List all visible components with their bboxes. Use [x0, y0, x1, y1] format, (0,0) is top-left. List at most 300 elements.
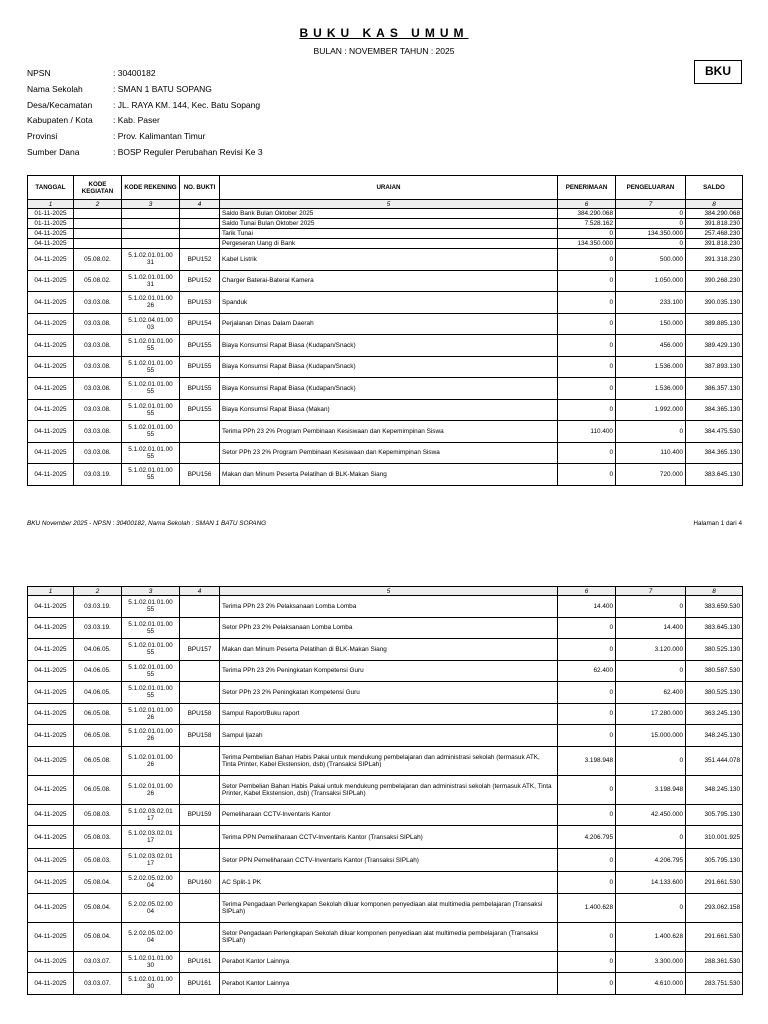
- column-number: 6: [558, 200, 616, 209]
- tanggal-cell: 04-11-2025: [28, 421, 74, 443]
- no-bukti-cell: BPU153: [180, 292, 220, 314]
- kode-rekening-cell: 5.1.02.01.01.00 55: [122, 617, 180, 639]
- info-key: Kabupaten / Kota: [27, 115, 93, 126]
- uraian-cell: Charger Baterai-Baterai Kamera: [220, 270, 558, 292]
- penerimaan-cell: 3.198.948: [558, 746, 616, 775]
- info-value: : JL. RAYA KM. 144, Kec. Batu Sopang: [113, 99, 261, 110]
- no-bukti-cell: BPU158: [180, 725, 220, 747]
- table-row: [28, 356, 743, 378]
- table-row: [28, 682, 743, 704]
- uraian-cell: Pergeseran Uang di Bank: [220, 239, 558, 249]
- table-row: [28, 922, 743, 951]
- column-number: 4: [180, 587, 220, 596]
- uraian-cell: Makan dan Minum Peserta Pelatihan di BLK-Makan Siang: [220, 639, 558, 661]
- school-info: [27, 68, 263, 163]
- info-value: : 30400182: [113, 68, 156, 78]
- no-bukti-cell: [180, 746, 220, 775]
- kode-rekening-cell: 5.1.02.01.01.00 26: [122, 292, 180, 314]
- document-title: BUKU KAS UMUM: [299, 26, 469, 40]
- penerimaan-cell: 0: [558, 639, 616, 661]
- saldo-cell: 391.818.230: [686, 219, 743, 229]
- no-bukti-cell: [180, 660, 220, 682]
- saldo-cell: 391.318.230: [686, 249, 743, 271]
- saldo-cell: 291.661.530: [686, 922, 743, 951]
- info-row: [27, 115, 263, 131]
- penerimaan-cell: 0: [558, 399, 616, 421]
- kode-rekening-cell: 5.1.02.01.01.00 55: [122, 596, 180, 618]
- uraian-cell: AC Split-1 PK: [220, 872, 558, 894]
- pengeluaran-cell: 1.400.628: [616, 922, 686, 951]
- tanggal-cell: 04-11-2025: [28, 596, 74, 618]
- kode-rekening-cell: 5.1.02.01.01.00 55: [122, 442, 180, 464]
- saldo-cell: 387.893.130: [686, 356, 743, 378]
- no-bukti-cell: BPU157: [180, 639, 220, 661]
- kode-kegiatan-cell: 03.03.07.: [74, 951, 122, 973]
- kode-kegiatan-cell: 04.06.05.: [74, 660, 122, 682]
- kode-kegiatan-cell: 05.08.02.: [74, 249, 122, 271]
- column-number: 5: [220, 587, 558, 596]
- kode-rekening-cell: 5.1.02.01.01.00 55: [122, 682, 180, 704]
- tanggal-cell: 04-11-2025: [28, 335, 74, 357]
- kode-rekening-cell: 5.1.02.04.01.00 03: [122, 313, 180, 335]
- info-value: : Kab. Paser: [113, 115, 160, 126]
- saldo-cell: 348.245.130: [686, 725, 743, 747]
- uraian-cell: Spanduk: [220, 292, 558, 314]
- pengeluaran-cell: 3.120.000: [616, 639, 686, 661]
- info-row: [27, 147, 263, 163]
- penerimaan-cell: 0: [558, 617, 616, 639]
- table-row: [28, 951, 743, 973]
- tanggal-cell: 04-11-2025: [28, 270, 74, 292]
- table-row: [28, 464, 743, 486]
- kode-rekening-cell: 5.1.02.01.01.00 55: [122, 378, 180, 400]
- penerimaan-cell: 0: [558, 922, 616, 951]
- table-row: [28, 826, 743, 849]
- penerimaan-cell: 0: [558, 356, 616, 378]
- saldo-cell: 384.365.130: [686, 442, 743, 464]
- pengeluaran-cell: 134.350.000: [616, 229, 686, 239]
- penerimaan-cell: 0: [558, 229, 616, 239]
- uraian-cell: Biaya Konsumsi Rapat Biasa (Makan): [220, 399, 558, 421]
- kode-rekening-cell: 5.1.02.01.01.00 31: [122, 270, 180, 292]
- uraian-cell: Tarik Tunai: [220, 229, 558, 239]
- no-bukti-cell: [180, 826, 220, 849]
- pengeluaran-cell: 3.198.948: [616, 775, 686, 804]
- kode-kegiatan-cell: 03.03.08.: [74, 399, 122, 421]
- pengeluaran-cell: 42.450.000: [616, 804, 686, 826]
- kode-kegiatan-cell: 03.03.08.: [74, 442, 122, 464]
- penerimaan-cell: 0: [558, 682, 616, 704]
- kode-kegiatan-cell: 04.06.05.: [74, 682, 122, 704]
- no-bukti-cell: [180, 229, 220, 239]
- kode-kegiatan-cell: [74, 239, 122, 249]
- no-bukti-cell: [180, 596, 220, 618]
- pengeluaran-cell: 14.133.600: [616, 872, 686, 894]
- column-number: 8: [686, 587, 743, 596]
- uraian-cell: Setor Pembelian Bahan Habis Pakai untuk mendukung pembelajaran dan administrasi sekolah (termasuk ATK, Tinta Printer, Kabel Ekstension, dsb) (Transaksi SIPLah): [220, 775, 558, 804]
- saldo-cell: 288.361.530: [686, 951, 743, 973]
- pengeluaran-cell: 1.992.000: [616, 399, 686, 421]
- kode-kegiatan-cell: 03.03.19.: [74, 464, 122, 486]
- pengeluaran-cell: 4.206.795: [616, 849, 686, 872]
- uraian-cell: Perabot Kantor Lainnya: [220, 973, 558, 995]
- saldo-cell: 391.818.230: [686, 239, 743, 249]
- table-row: [28, 399, 743, 421]
- no-bukti-cell: BPU152: [180, 249, 220, 271]
- kode-kegiatan-cell: [74, 229, 122, 239]
- uraian-cell: Terima PPh 23 2% Peningkatan Kompetensi Guru: [220, 660, 558, 682]
- kode-kegiatan-cell: 03.03.08.: [74, 313, 122, 335]
- uraian-cell: Makan dan Minum Peserta Pelatihan di BLK-Makan Siang: [220, 464, 558, 486]
- tanggal-cell: 04-11-2025: [28, 639, 74, 661]
- info-key: Nama Sekolah: [27, 83, 83, 94]
- table-row: [28, 893, 743, 922]
- pengeluaran-cell: 0: [616, 826, 686, 849]
- kode-rekening-cell: 5.1.02.01.01.00 55: [122, 399, 180, 421]
- kode-kegiatan-cell: 03.03.08.: [74, 292, 122, 314]
- saldo-cell: 363.245.130: [686, 703, 743, 725]
- uraian-cell: Setor PPN Pemeliharaan CCTV-Inventaris Kantor (Transaksi SIPLah): [220, 849, 558, 872]
- saldo-cell: 310.001.925: [686, 826, 743, 849]
- kode-rekening-cell: 5.1.02.01.01.00 30: [122, 973, 180, 995]
- uraian-cell: Saldo Bank Bulan Oktober 2025: [220, 209, 558, 219]
- saldo-cell: 390.268.230: [686, 270, 743, 292]
- pengeluaran-cell: 233.100: [616, 292, 686, 314]
- kode-kegiatan-cell: 05.08.03.: [74, 826, 122, 849]
- pengeluaran-cell: 62.400: [616, 682, 686, 704]
- pengeluaran-cell: 0: [616, 596, 686, 618]
- uraian-cell: Pemeliharaan CCTV-Inventaris Kantor: [220, 804, 558, 826]
- saldo-cell: 384.365.130: [686, 399, 743, 421]
- penerimaan-cell: 0: [558, 335, 616, 357]
- tanggal-cell: 01-11-2025: [28, 209, 74, 219]
- saldo-cell: 384.475.530: [686, 421, 743, 443]
- no-bukti-cell: BPU159: [180, 804, 220, 826]
- tanggal-cell: 04-11-2025: [28, 660, 74, 682]
- tanggal-cell: 04-11-2025: [28, 682, 74, 704]
- info-key: Sumber Dana: [27, 146, 80, 157]
- penerimaan-cell: 0: [558, 973, 616, 995]
- no-bukti-cell: [180, 219, 220, 229]
- column-header: PENGELUARAN: [616, 176, 686, 200]
- saldo-cell: 380.525.130: [686, 682, 743, 704]
- penerimaan-cell: 0: [558, 249, 616, 271]
- kode-rekening-cell: 5.1.02.01.01.00 55: [122, 464, 180, 486]
- uraian-cell: Biaya Konsumsi Rapat Biasa (Kudapan/Snack): [220, 335, 558, 357]
- tanggal-cell: 04-11-2025: [28, 973, 74, 995]
- uraian-cell: Perjalanan Dinas Dalam Daerah: [220, 313, 558, 335]
- tanggal-cell: 04-11-2025: [28, 775, 74, 804]
- tanggal-cell: 04-11-2025: [28, 617, 74, 639]
- kode-kegiatan-cell: 03.03.19.: [74, 617, 122, 639]
- column-header: KODE KEGIATAN: [74, 176, 122, 200]
- kode-kegiatan-cell: 06.05.08.: [74, 703, 122, 725]
- uraian-cell: Setor PPh 23 2% Program Pembinaan Kesiswaan dan Kepemimpinan Siswa: [220, 442, 558, 464]
- tanggal-cell: 04-11-2025: [28, 725, 74, 747]
- table-row: [28, 292, 743, 314]
- no-bukti-cell: [180, 617, 220, 639]
- no-bukti-cell: BPU161: [180, 951, 220, 973]
- saldo-cell: 386.357.130: [686, 378, 743, 400]
- column-header: PENERIMAAN: [558, 176, 616, 200]
- saldo-cell: 389.885.130: [686, 313, 743, 335]
- uraian-cell: Saldo Tunai Bulan Oktober 2025: [220, 219, 558, 229]
- kode-rekening-cell: 5.1.02.01.01.00 26: [122, 725, 180, 747]
- uraian-cell: Terima PPh 23 2% Pelaksanaan Lomba Lomba: [220, 596, 558, 618]
- pengeluaran-cell: 0: [616, 660, 686, 682]
- kode-rekening-cell: 5.1.02.01.01.00 55: [122, 421, 180, 443]
- uraian-cell: Kabel Listrik: [220, 249, 558, 271]
- table-row: [28, 775, 743, 804]
- pengeluaran-cell: 1.050.000: [616, 270, 686, 292]
- table-row: [28, 239, 743, 249]
- no-bukti-cell: BPU155: [180, 378, 220, 400]
- table-row: [28, 442, 743, 464]
- kode-rekening-cell: 5.1.02.01.01.00 55: [122, 660, 180, 682]
- column-header: KODE REKENING: [122, 176, 180, 200]
- saldo-cell: 380.587.530: [686, 660, 743, 682]
- penerimaan-cell: 110.400: [558, 421, 616, 443]
- tanggal-cell: 04-11-2025: [28, 239, 74, 249]
- table-row: [28, 335, 743, 357]
- tanggal-cell: 04-11-2025: [28, 849, 74, 872]
- table-row: [28, 746, 743, 775]
- tanggal-cell: 04-11-2025: [28, 442, 74, 464]
- tanggal-cell: 04-11-2025: [28, 356, 74, 378]
- penerimaan-cell: 0: [558, 292, 616, 314]
- kode-kegiatan-cell: 05.08.03.: [74, 804, 122, 826]
- penerimaan-cell: 0: [558, 464, 616, 486]
- column-number: 2: [74, 587, 122, 596]
- kode-rekening-cell: 5.2.02.05.02.00 04: [122, 893, 180, 922]
- penerimaan-cell: 0: [558, 804, 616, 826]
- kode-rekening-cell: 5.1.02.03.02.01 17: [122, 826, 180, 849]
- pengeluaran-cell: 150.000: [616, 313, 686, 335]
- penerimaan-cell: 134.350.000: [558, 239, 616, 249]
- table-row: [28, 596, 743, 618]
- kode-kegiatan-cell: 05.08.02.: [74, 270, 122, 292]
- uraian-cell: Terima PPN Pemeliharaan CCTV-Inventaris Kantor (Transaksi SIPLah): [220, 826, 558, 849]
- ledger-table-page-2: [27, 586, 743, 995]
- column-header: TANGGAL: [28, 176, 74, 200]
- no-bukti-cell: [180, 421, 220, 443]
- tanggal-cell: 04-11-2025: [28, 313, 74, 335]
- footer-left: BKU November 2025 - NPSN : 30400182, Nama Sekolah : SMAN 1 BATU SOPANG: [27, 520, 267, 527]
- tanggal-cell: 01-11-2025: [28, 219, 74, 229]
- pengeluaran-cell: 17.280.000: [616, 703, 686, 725]
- uraian-cell: Sampul Raport/Buku raport: [220, 703, 558, 725]
- uraian-cell: Terima Pengadaan Perlengkapan Sekolah diluar komponen penyediaan alat multimedia pembelajaran (Transaksi SIPLah): [220, 893, 558, 922]
- penerimaan-cell: 0: [558, 849, 616, 872]
- info-row: [27, 68, 263, 84]
- penerimaan-cell: 7.528.162: [558, 219, 616, 229]
- kode-kegiatan-cell: 03.03.19.: [74, 596, 122, 618]
- no-bukti-cell: BPU161: [180, 973, 220, 995]
- column-number-row: [28, 200, 743, 209]
- info-row: [27, 100, 263, 116]
- tanggal-cell: 04-11-2025: [28, 893, 74, 922]
- uraian-cell: Biaya Konsumsi Rapat Biasa (Kudapan/Snack): [220, 356, 558, 378]
- saldo-cell: 257.468.230: [686, 229, 743, 239]
- column-number: 7: [616, 587, 686, 596]
- column-number-row: [28, 587, 743, 596]
- no-bukti-cell: [180, 239, 220, 249]
- kode-rekening-cell: 5.1.02.03.02.01 17: [122, 804, 180, 826]
- kode-kegiatan-cell: 06.05.08.: [74, 775, 122, 804]
- pengeluaran-cell: 456.000: [616, 335, 686, 357]
- no-bukti-cell: [180, 682, 220, 704]
- saldo-cell: 390.035.130: [686, 292, 743, 314]
- penerimaan-cell: 0: [558, 442, 616, 464]
- saldo-cell: 383.645.130: [686, 464, 743, 486]
- penerimaan-cell: 0: [558, 378, 616, 400]
- table-row: [28, 660, 743, 682]
- penerimaan-cell: 0: [558, 775, 616, 804]
- kode-rekening-cell: 5.1.02.01.01.00 55: [122, 335, 180, 357]
- column-number: 7: [616, 200, 686, 209]
- penerimaan-cell: 0: [558, 951, 616, 973]
- penerimaan-cell: 14.400: [558, 596, 616, 618]
- table-row: [28, 219, 743, 229]
- no-bukti-cell: [180, 893, 220, 922]
- no-bukti-cell: BPU155: [180, 335, 220, 357]
- table-row: [28, 703, 743, 725]
- table-row: [28, 229, 743, 239]
- pengeluaran-cell: 0: [616, 421, 686, 443]
- saldo-cell: 305.795.130: [686, 804, 743, 826]
- no-bukti-cell: [180, 775, 220, 804]
- saldo-cell: 380.525.130: [686, 639, 743, 661]
- no-bukti-cell: BPU160: [180, 872, 220, 894]
- table-row: [28, 872, 743, 894]
- pengeluaran-cell: 0: [616, 239, 686, 249]
- pengeluaran-cell: 14.400: [616, 617, 686, 639]
- bku-badge: BKU: [694, 60, 742, 84]
- penerimaan-cell: 4.206.795: [558, 826, 616, 849]
- ledger-body-page-1: [28, 209, 743, 486]
- table-row: [28, 804, 743, 826]
- pengeluaran-cell: 1.536.000: [616, 378, 686, 400]
- pengeluaran-cell: 0: [616, 893, 686, 922]
- tanggal-cell: 04-11-2025: [28, 746, 74, 775]
- kode-rekening-cell: 5.1.02.01.01.00 31: [122, 249, 180, 271]
- kode-kegiatan-cell: 03.03.08.: [74, 335, 122, 357]
- info-value: : BOSP Reguler Perubahan Revisi Ke 3: [113, 146, 263, 157]
- footer-page-number: Halaman 1 dari 4: [693, 520, 742, 527]
- uraian-cell: Terima PPh 23 2% Program Pembinaan Kesiswaan dan Kepemimpinan Siswa: [220, 421, 558, 443]
- pengeluaran-cell: 4.610.000: [616, 973, 686, 995]
- table-row: [28, 421, 743, 443]
- info-value: : Prov. Kalimantan Timur: [113, 131, 206, 142]
- kode-rekening-cell: 5.2.02.05.02.00 04: [122, 922, 180, 951]
- tanggal-cell: 04-11-2025: [28, 292, 74, 314]
- page-footer: [27, 520, 742, 527]
- ledger-body-page-2: [28, 596, 743, 995]
- pengeluaran-cell: 1.536.000: [616, 356, 686, 378]
- kode-rekening-cell: 5.1.02.03.02.01 17: [122, 849, 180, 872]
- pengeluaran-cell: 0: [616, 219, 686, 229]
- kode-kegiatan-cell: 05.08.04.: [74, 922, 122, 951]
- uraian-cell: Setor PPh 23 2% Pelaksanaan Lomba Lomba: [220, 617, 558, 639]
- kode-rekening-cell: 5.1.02.01.01.00 55: [122, 356, 180, 378]
- no-bukti-cell: [180, 849, 220, 872]
- saldo-cell: 384.290.068: [686, 209, 743, 219]
- ledger-table-page-1: [27, 175, 743, 486]
- column-number: 1: [28, 200, 74, 209]
- pengeluaran-cell: 3.300.000: [616, 951, 686, 973]
- info-key: NPSN: [27, 68, 51, 78]
- tanggal-cell: 04-11-2025: [28, 399, 74, 421]
- column-number: 6: [558, 587, 616, 596]
- table-row: [28, 270, 743, 292]
- column-number: 3: [122, 587, 180, 596]
- no-bukti-cell: BPU152: [180, 270, 220, 292]
- column-number: 3: [122, 200, 180, 209]
- uraian-cell: Biaya Konsumsi Rapat Biasa (Kudapan/Snack): [220, 378, 558, 400]
- table-row: [28, 849, 743, 872]
- kode-rekening-cell: 5.1.02.01.01.00 26: [122, 746, 180, 775]
- kode-kegiatan-cell: 03.03.07.: [74, 973, 122, 995]
- column-header: URAIAN: [220, 176, 558, 200]
- column-header: NO. BUKTI: [180, 176, 220, 200]
- kode-rekening-cell: 5.2.02.05.02.00 04: [122, 872, 180, 894]
- no-bukti-cell: BPU155: [180, 356, 220, 378]
- column-header: SALDO: [686, 176, 743, 200]
- pengeluaran-cell: 500.000: [616, 249, 686, 271]
- column-number: 5: [220, 200, 558, 209]
- pengeluaran-cell: 110.400: [616, 442, 686, 464]
- saldo-cell: 291.661.530: [686, 872, 743, 894]
- pengeluaran-cell: 0: [616, 746, 686, 775]
- table-header-row: [28, 176, 743, 200]
- kode-kegiatan-cell: 03.03.08.: [74, 421, 122, 443]
- column-number: 4: [180, 200, 220, 209]
- uraian-cell: Setor Pengadaan Perlengkapan Sekolah diluar komponen penyediaan alat multimedia pembelajaran (Transaksi SIPLah): [220, 922, 558, 951]
- kode-rekening-cell: 5.1.02.01.01.00 55: [122, 639, 180, 661]
- table-row: [28, 725, 743, 747]
- kode-kegiatan-cell: 06.05.08.: [74, 725, 122, 747]
- kode-kegiatan-cell: [74, 209, 122, 219]
- saldo-cell: 351.444.078: [686, 746, 743, 775]
- tanggal-cell: 04-11-2025: [28, 804, 74, 826]
- saldo-cell: 389.429.130: [686, 335, 743, 357]
- column-number: 2: [74, 200, 122, 209]
- penerimaan-cell: 0: [558, 872, 616, 894]
- tanggal-cell: 04-11-2025: [28, 378, 74, 400]
- kode-kegiatan-cell: 04.06.05.: [74, 639, 122, 661]
- no-bukti-cell: [180, 209, 220, 219]
- column-number: 1: [28, 587, 74, 596]
- penerimaan-cell: 0: [558, 270, 616, 292]
- kode-kegiatan-cell: 03.03.08.: [74, 378, 122, 400]
- pengeluaran-cell: 0: [616, 209, 686, 219]
- pengeluaran-cell: 15.000.000: [616, 725, 686, 747]
- penerimaan-cell: 384.290.068: [558, 209, 616, 219]
- uraian-cell: Perabot Kantor Lainnya: [220, 951, 558, 973]
- saldo-cell: 283.751.530: [686, 973, 743, 995]
- table-row: [28, 617, 743, 639]
- info-key: Desa/Kecamatan: [27, 99, 93, 110]
- table-row: [28, 973, 743, 995]
- no-bukti-cell: BPU156: [180, 464, 220, 486]
- kode-rekening-cell: [122, 219, 180, 229]
- tanggal-cell: 04-11-2025: [28, 951, 74, 973]
- penerimaan-cell: 0: [558, 313, 616, 335]
- no-bukti-cell: BPU158: [180, 703, 220, 725]
- kode-kegiatan-cell: 05.08.04.: [74, 893, 122, 922]
- saldo-cell: 348.245.130: [686, 775, 743, 804]
- tanggal-cell: 04-11-2025: [28, 464, 74, 486]
